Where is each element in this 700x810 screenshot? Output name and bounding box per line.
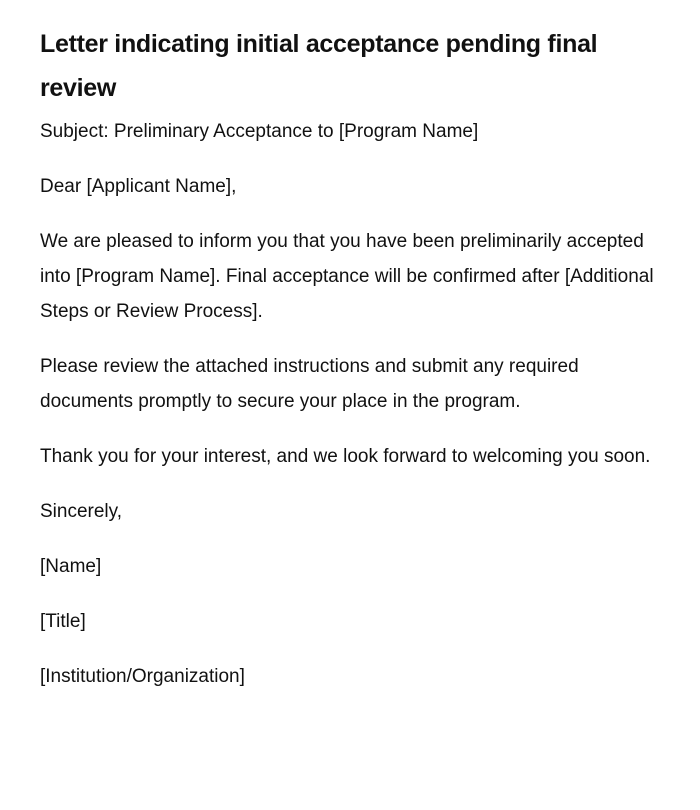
signature-organization: [Institution/Organization] bbox=[40, 666, 245, 687]
body-paragraph: We are pleased to inform you that you have been preliminarily accepted into [Program Name]. Final acceptance will be confirmed after [Additional Steps or Review Process]. bbox=[40, 231, 654, 322]
body-paragraph: Thank you for your interest, and we look forward to welcoming you soon. bbox=[40, 446, 651, 467]
salutation: Dear [Applicant Name], bbox=[40, 176, 237, 197]
subject-line: Subject: Preliminary Acceptance to [Program Name] bbox=[40, 121, 479, 142]
letter-title: Letter indicating initial acceptance pending final review bbox=[40, 30, 598, 102]
closing: Sincerely, bbox=[40, 501, 123, 522]
signature-title: [Title] bbox=[40, 611, 86, 632]
body-paragraph: Please review the attached instructions and submit any required documents promptly to secure your place in the program. bbox=[40, 356, 579, 412]
signature-name: [Name] bbox=[40, 556, 102, 577]
